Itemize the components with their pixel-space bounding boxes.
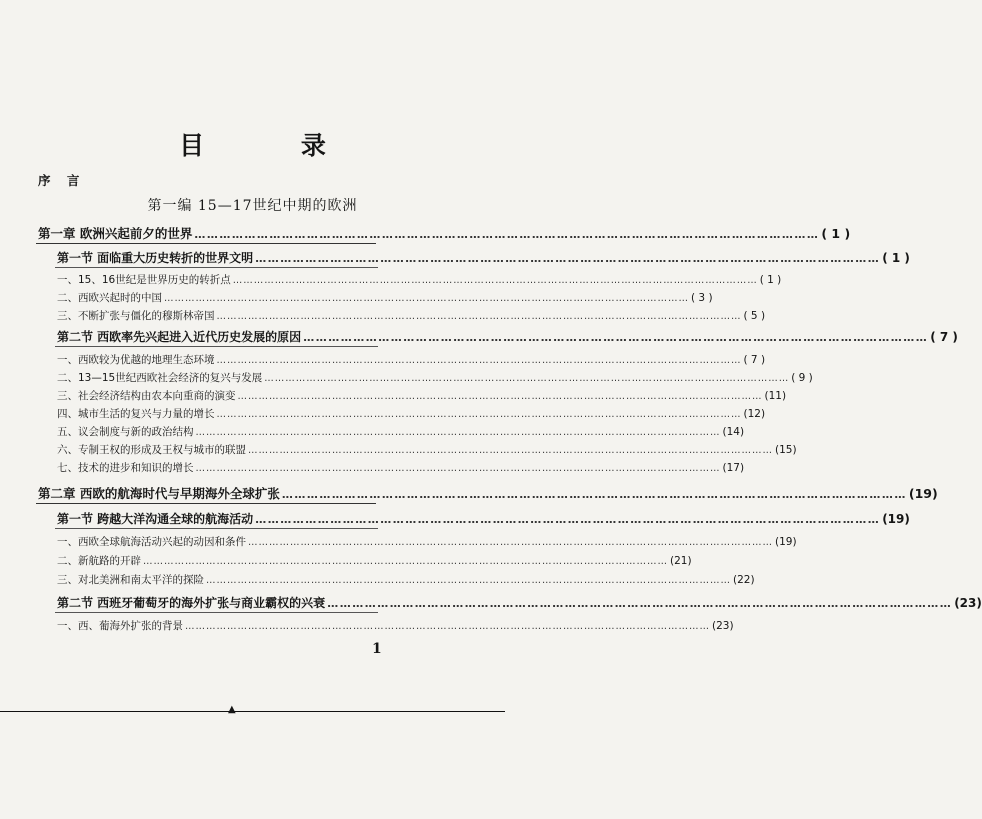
- toc-item[interactable]: [57, 572, 755, 588]
- part-heading: 第一编 15—17世纪中期的欧洲: [147, 198, 358, 214]
- toc-chapter-2[interactable]: [38, 486, 938, 502]
- leader-dots: ……………………………………………………………………………………………………………………………………: [237, 391, 763, 402]
- leader-dots: ……………………………………………………………………………………………………………………………………: [264, 373, 790, 384]
- item-label: 三、社会经济结构由农本向重商的演变: [57, 390, 236, 402]
- toc-preface[interactable]: 序 言: [38, 173, 86, 188]
- toc-item[interactable]: [57, 553, 692, 569]
- item-label: 一、15、16世纪是世界历史的转折点: [57, 274, 231, 286]
- item-label: 七、技术的进步和知识的增长: [57, 462, 194, 474]
- item-label: 五、议会制度与新的政治结构: [57, 426, 194, 438]
- section-rule: [55, 612, 378, 613]
- toc-section[interactable]: [57, 511, 910, 527]
- leader-dots: ……………………………………………………………………………………………………………………………………: [195, 463, 721, 474]
- item-label: 二、13—15世纪西欧社会经济的复兴与发展: [57, 372, 263, 384]
- toc-item[interactable]: [57, 406, 766, 422]
- leader-dots: ……………………………………………………………………………………………………………………………………: [327, 597, 953, 610]
- leader-dots: ……………………………………………………………………………………………………………………………………: [303, 331, 929, 344]
- toc-item[interactable]: [57, 370, 813, 386]
- toc-section[interactable]: [57, 595, 982, 611]
- page-ref: (12): [743, 408, 766, 420]
- toc-item[interactable]: [57, 534, 797, 550]
- section-label: 第二节 西欧率先兴起进入近代历史发展的原因: [57, 330, 302, 344]
- page-ref: ( 1 ): [882, 251, 910, 265]
- page-ref: (14): [722, 426, 745, 438]
- page-ref: ( 5 ): [743, 310, 766, 322]
- leader-dots: ……………………………………………………………………………………………………………………………………: [248, 537, 773, 548]
- page-ref: ( 9 ): [791, 372, 813, 384]
- toc-section[interactable]: [57, 329, 958, 345]
- toc-item[interactable]: [57, 388, 787, 404]
- leader-dots: ……………………………………………………………………………………………………………………………………: [216, 409, 742, 420]
- item-label: 一、西、葡海外扩张的背景: [57, 620, 183, 632]
- leader-dots: ……………………………………………………………………………………………………………………………………: [195, 427, 721, 438]
- toc-item[interactable]: [57, 352, 766, 368]
- toc-item[interactable]: [57, 618, 734, 634]
- item-label: 二、西欧兴起时的中国: [57, 292, 162, 304]
- page-ref: ( 1 ): [821, 226, 851, 241]
- leader-dots: ……………………………………………………………………………………………………………………………………: [255, 513, 881, 526]
- item-label: 一、西欧较为优越的地理生态环境: [57, 354, 215, 366]
- item-label: 三、不断扩张与僵化的穆斯林帝国: [57, 310, 215, 322]
- section-rule: [55, 346, 378, 347]
- leader-dots: ……………………………………………………………………………………………………………………………………: [194, 228, 820, 241]
- page-ref: (23): [712, 620, 734, 632]
- page-ref: (15): [775, 444, 797, 456]
- page-ref: (19): [908, 486, 938, 501]
- toc-section[interactable]: [57, 250, 910, 266]
- item-label: 四、城市生活的复兴与力量的增长: [57, 408, 215, 420]
- chapter-label: 第一章 欧洲兴起前夕的世界: [38, 226, 193, 241]
- section-rule: [55, 267, 378, 268]
- page-ref: (19): [882, 512, 910, 526]
- page-ref: (23): [954, 596, 982, 610]
- toc-item[interactable]: [57, 460, 745, 476]
- leader-dots: ……………………………………………………………………………………………………………………………………: [232, 275, 758, 286]
- leader-dots: ……………………………………………………………………………………………………………………………………: [216, 311, 742, 322]
- page-number: 1: [372, 641, 382, 657]
- page-ref: ( 7 ): [743, 354, 766, 366]
- ornament-icon: ▲: [228, 704, 236, 715]
- section-rule: [55, 528, 378, 529]
- section-label: 第一节 跨越大洋沟通全球的航海活动: [57, 512, 254, 526]
- leader-dots: ……………………………………………………………………………………………………………………………………: [206, 575, 731, 586]
- item-label: 三、对北美洲和南太平洋的探险: [57, 574, 204, 586]
- chapter-label: 第二章 西欧的航海时代与早期海外全球扩张: [38, 486, 280, 501]
- item-label: 二、新航路的开辟: [57, 555, 141, 567]
- page-ref: (21): [670, 555, 692, 567]
- page-ref: ( 7 ): [930, 330, 958, 344]
- toc-item[interactable]: [57, 308, 766, 324]
- toc-item[interactable]: [57, 290, 713, 306]
- page-ref: ( 1 ): [759, 274, 782, 286]
- item-label: 六、专制王权的形成及王权与城市的联盟: [57, 444, 246, 456]
- page-ref: (17): [722, 462, 745, 474]
- page-ref: (11): [764, 390, 787, 402]
- leader-dots: ……………………………………………………………………………………………………………………………………: [143, 556, 668, 567]
- section-label: 第二节 西班牙葡萄牙的海外扩张与商业霸权的兴衰: [57, 596, 326, 610]
- leader-dots: ……………………………………………………………………………………………………………………………………: [248, 445, 773, 456]
- page-title: 目 录: [179, 131, 370, 160]
- leader-dots: ……………………………………………………………………………………………………………………………………: [281, 488, 907, 501]
- leader-dots: ……………………………………………………………………………………………………………………………………: [185, 621, 710, 632]
- toc-item[interactable]: [57, 272, 782, 288]
- chapter-rule: [36, 243, 376, 244]
- page-ref: (19): [775, 536, 797, 548]
- chapter-rule: [36, 503, 376, 504]
- toc-item[interactable]: [57, 442, 797, 458]
- leader-dots: ……………………………………………………………………………………………………………………………………: [216, 355, 742, 366]
- leader-dots: ……………………………………………………………………………………………………………………………………: [255, 252, 881, 265]
- leader-dots: ……………………………………………………………………………………………………………………………………: [164, 293, 689, 304]
- section-label: 第一节 面临重大历史转折的世界文明: [57, 251, 254, 265]
- toc-chapter-1[interactable]: [38, 226, 851, 242]
- page-ref: ( 3 ): [691, 292, 713, 304]
- item-label: 一、西欧全球航海活动兴起的动因和条件: [57, 536, 246, 548]
- page-ref: (22): [733, 574, 755, 586]
- toc-item[interactable]: [57, 424, 745, 440]
- bottom-divider: [0, 711, 505, 712]
